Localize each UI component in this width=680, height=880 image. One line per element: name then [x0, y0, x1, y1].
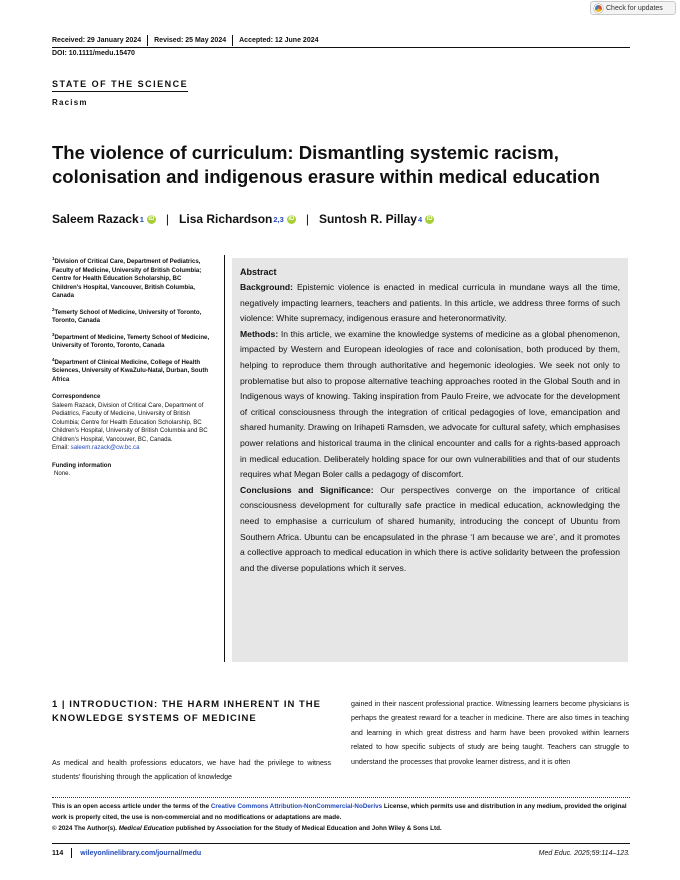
body-text-right: gained in their nascent professional practice. Witnessing learners become physicians is perhaps the greatest reward for a teacher in medicine. There are also times in teaching and learning in which great distress and harm have been provoked within learners related to how specific subjects of study are being taught. Teachers can struggle to understand the processes that provoke learner distress, and it is often	[351, 700, 629, 766]
citation: Med Educ. 2025;59:114–123.	[538, 849, 630, 857]
footer-divider	[52, 843, 630, 844]
author-separator: |	[305, 212, 309, 226]
dates-row	[52, 35, 630, 46]
page-number: 114	[52, 849, 64, 857]
correspondence-heading: Correspondence	[52, 393, 101, 401]
column-divider	[224, 255, 225, 662]
affiliation-ref[interactable]: 4	[417, 214, 423, 224]
author-name[interactable]: Lisa Richardson	[179, 212, 273, 226]
abstract-methods: Methods: In this article, we examine the knowledge systems of medicine as a global phenomenon, impacted by Western and European ideologies of race and colonisation, both produced by them, helping to reproduce them through authoritative and hegemonic ideologies. We seek not only to problematise but also to propose alternative teaching approaches rooted in the Global South and in Indigenous ways of knowing. Taking inspiration from Paulo Freire, we advocate for the development of critical consciousness through the integration of critical pedagogies of love, emancipation and shared humanity. Drawing on Irihapeti Ramsden, we advocate for cultural safety, which emphasises power relations and historical trauma in the clinical encounter and calls for a rights-based approach in medical education. Deliberately holding space for our own vulnerabilities and that of our students requires what Megan Boler calls a pedagogy of discomfort.	[240, 328, 621, 480]
orcid-icon[interactable]: iD	[288, 215, 295, 222]
affiliation: $^1$Division of Critical Care, Department of Pediatrics, Faculty of Medicine, University of British Columbia; Centre for Health Education Scholarship, BC Children's Hospital, Vancouver, British Columbia, Canada	[52, 256, 202, 300]
affiliations-column	[52, 255, 212, 479]
correspondence-text: Saleem Razack, Division of Critical Care, Department of Pediatrics, Faculty of Medicine, University of British Columbia; Centre for Health Education Scholarship, BC Children's Hospital, University of British Columbia and BC Children's Hospital, Vancouver, BC, Canada.	[52, 401, 208, 443]
accepted-date: Accepted: 12 June 2024	[239, 37, 319, 44]
affiliation: $^3$Department of Medicine, Temerty School of Medicine, University of Toronto, Toronto, Canada	[52, 331, 210, 350]
header-divider	[52, 47, 630, 48]
subsection-label: Racism	[52, 98, 88, 107]
affiliation-ref[interactable]: 2,3	[273, 214, 284, 224]
orcid-icon[interactable]: iD	[148, 215, 155, 222]
section-label: STATE OF THE SCIENCE	[52, 79, 188, 92]
date-separator	[232, 35, 233, 46]
funding	[52, 462, 212, 479]
license-link[interactable]: Creative Commons Attribution-NonCommercial-NoDerivs	[210, 803, 383, 810]
affiliation-ref[interactable]: 1	[139, 214, 144, 224]
footer-separator	[71, 848, 72, 858]
author-separator: |	[165, 212, 170, 226]
crossmark-icon	[594, 4, 603, 13]
affiliation: $^4$Department of Clinical Medicine, College of Health Sciences, University of KwaZulu-Natal, Durban, South Africa	[52, 356, 209, 383]
received-date: Received: 29 January 2024	[52, 37, 142, 44]
funding-heading: Funding information	[52, 461, 112, 469]
doi: DOI: 10.1111/medu.15470	[52, 50, 135, 57]
abstract-background: Background: Epistemic violence is enacted in medical curricula in mundane ways all the time, negatively impacting learners, teachers and patients. In this article, we address three forms of such violence: White supremacy, indigenous erasure and heteronormativity.	[240, 282, 620, 324]
abstract-heading: Abstract	[240, 267, 277, 277]
correspondence	[52, 393, 212, 453]
abstract-conclusions: Conclusions and Significance: Our perspectives converge on the importance of critical consciousness development for culturally safe practice in medical education, acknowledging the need to emphasise a curriculum of shared humanity, introducing the concept of Ubuntu from Southern Africa. Ubuntu can be encapsulated in the phrase ‘I am because we are’, and it promotes a collective approach to medical education in which there is active solidarity between the profession and the diverse populations which it serves.	[240, 484, 621, 573]
journal-url-link[interactable]: wileyonlinelibrary.com/journal/medu	[80, 849, 202, 857]
check-for-updates-label: Check for updates	[606, 4, 663, 12]
correspondence-email-row: Email: saleem.razack@cw.bc.ca	[52, 444, 140, 452]
page-footer	[52, 848, 630, 858]
author-name[interactable]: Suntosh R. Pillay	[318, 212, 417, 226]
abstract-box	[232, 258, 628, 662]
orcid-icon[interactable]: iD	[426, 215, 433, 222]
funding-text: None.	[54, 470, 71, 478]
body-text-left: As medical and health professions educators, we have had the privilege to witness students' flourishing through the application of knowledge	[52, 759, 331, 782]
email-link[interactable]: saleem.razack@cw.bc.ca	[70, 444, 140, 452]
section-heading: 1 | INTRODUCTION: THE HARM INHERENT IN THE KNOWLEDGE SYSTEMS OF MEDICINE	[52, 699, 321, 724]
check-for-updates-button[interactable]	[590, 1, 676, 15]
license-notice: This is an open access article under the terms of the Creative Commons Attribution-NonCommercial-NoDerivs License, which permits use and distribution in any medium, provided the original work is properly cited, the use is non-commercial and no modifications or adaptations are made. © 2024 The Author(s). Medical Education published by Association for the Study of Medical Education and John Wiley & Sons Ltd.	[52, 803, 627, 832]
article-title: The violence of curriculum: Dismantling systemic racism, colonisation and indigenous erasure within medical education	[52, 142, 600, 187]
author-name[interactable]: Saleem Razack	[52, 212, 139, 226]
revised-date: Revised: 25 May 2024	[154, 37, 227, 44]
affiliation: $^2$Temerty School of Medicine, University of Toronto, Toronto, Canada	[52, 306, 202, 325]
license-divider	[52, 797, 630, 798]
author-list	[52, 212, 434, 226]
date-separator	[147, 35, 148, 46]
